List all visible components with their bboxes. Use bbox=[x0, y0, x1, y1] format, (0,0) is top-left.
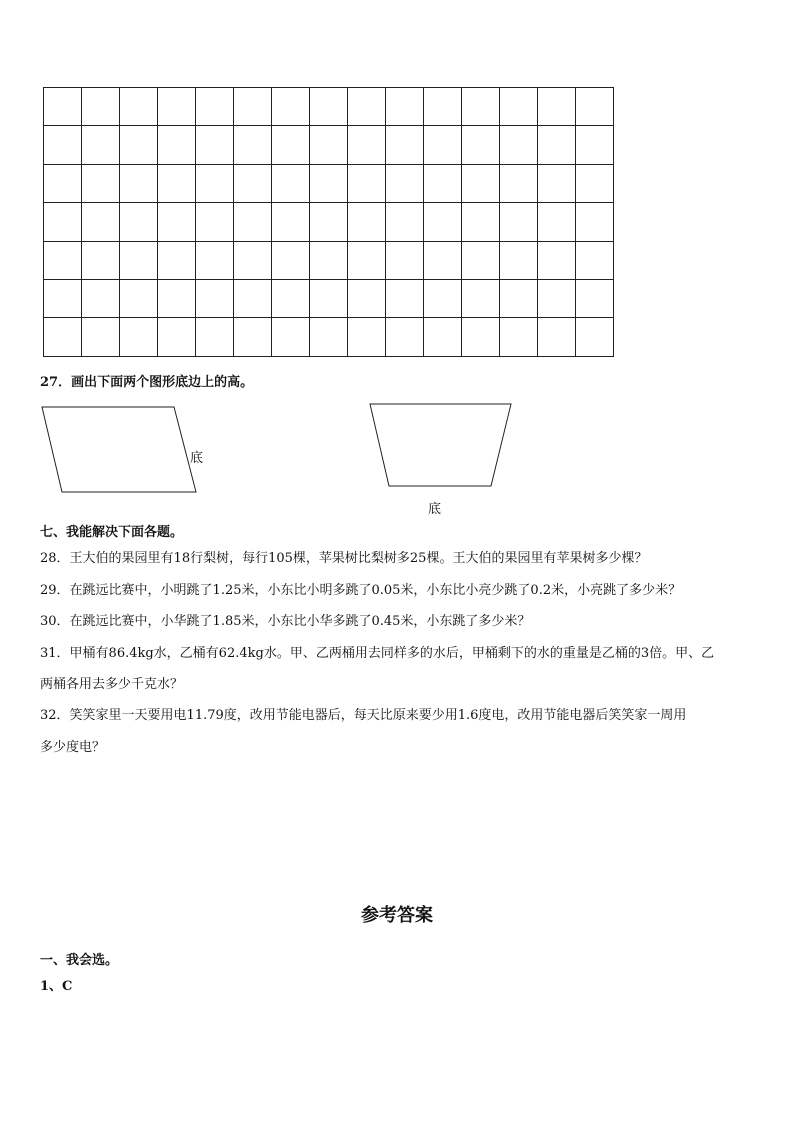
answers-title: 参考答案 bbox=[361, 905, 433, 926]
question-31-line-1: 31．甲桶有86.4kg水，乙桶有62.4kg水。甲、乙两桶用去同样多的水后，甲桶剩下的水的重量是乙桶的3倍。甲、乙 bbox=[40, 646, 715, 661]
grid-cell bbox=[44, 318, 82, 356]
grid-cell bbox=[386, 165, 424, 203]
grid-cell bbox=[538, 165, 576, 203]
question-32-line-1: 32．笑笑家里一天要用电11.79度，改用节能电器后，每天比原来要少用1.6度电，改用节能电器后笑笑家一周用 bbox=[40, 708, 687, 723]
grid-cell bbox=[120, 203, 158, 241]
question-29: 29．在跳远比赛中，小明跳了1.25米，小东比小明多跳了0.05米，小东比小亮少跳了0.2米，小亮跳了多少米？ bbox=[40, 583, 682, 598]
grid-cell bbox=[44, 280, 82, 318]
grid-cell bbox=[196, 242, 234, 280]
grid-cell bbox=[234, 165, 272, 203]
grid-cell bbox=[234, 242, 272, 280]
grid-cell bbox=[348, 88, 386, 126]
grid-cell bbox=[158, 280, 196, 318]
grid-cell bbox=[462, 318, 500, 356]
grid-cell bbox=[500, 318, 538, 356]
question-30: 30．在跳远比赛中，小华跳了1.85米，小东比小华多跳了0.45米，小东跳了多少米？ bbox=[40, 614, 531, 629]
grid-cell bbox=[120, 242, 158, 280]
grid-cell bbox=[576, 165, 614, 203]
grid-cell bbox=[348, 280, 386, 318]
grid-cell bbox=[500, 242, 538, 280]
grid-cell bbox=[82, 280, 120, 318]
grid-cell bbox=[538, 203, 576, 241]
grid-cell bbox=[386, 203, 424, 241]
grid-cell bbox=[120, 318, 158, 356]
drawing-grid bbox=[43, 87, 614, 357]
grid-cell bbox=[462, 88, 500, 126]
question-27-text: 27．画出下面两个图形底边上的高。 bbox=[40, 375, 254, 390]
section-7-heading: 七、我能解决下面各题。 bbox=[40, 525, 184, 540]
grid-cell bbox=[424, 165, 462, 203]
grid-cell bbox=[272, 165, 310, 203]
grid-cell bbox=[196, 88, 234, 126]
grid-cell bbox=[500, 280, 538, 318]
grid-cell bbox=[538, 318, 576, 356]
grid-cell bbox=[196, 126, 234, 164]
grid-cell bbox=[82, 203, 120, 241]
grid-cell bbox=[538, 242, 576, 280]
grid-cell bbox=[82, 165, 120, 203]
grid-cell bbox=[348, 203, 386, 241]
grid-cell bbox=[576, 203, 614, 241]
grid-cell bbox=[576, 242, 614, 280]
grid-cell bbox=[158, 203, 196, 241]
grid-cell bbox=[120, 126, 158, 164]
grid-cell bbox=[424, 126, 462, 164]
grid-cell bbox=[82, 88, 120, 126]
grid-cell bbox=[500, 165, 538, 203]
grid-cell bbox=[576, 280, 614, 318]
answer-1: 1、C bbox=[40, 979, 73, 994]
grid-cell bbox=[500, 88, 538, 126]
grid-cell bbox=[386, 318, 424, 356]
grid-cell bbox=[310, 165, 348, 203]
grid-cell bbox=[538, 280, 576, 318]
grid-cell bbox=[234, 203, 272, 241]
grid-cell bbox=[462, 165, 500, 203]
grid-cell bbox=[44, 126, 82, 164]
grid-cell bbox=[576, 88, 614, 126]
grid-cell bbox=[196, 280, 234, 318]
grid-cell bbox=[196, 318, 234, 356]
grid-cell bbox=[500, 126, 538, 164]
grid-cell bbox=[234, 318, 272, 356]
grid-cell bbox=[576, 318, 614, 356]
grid-cell bbox=[158, 242, 196, 280]
grid-cell bbox=[196, 203, 234, 241]
grid-cell bbox=[120, 165, 158, 203]
grid-cell bbox=[234, 88, 272, 126]
grid-cell bbox=[158, 88, 196, 126]
answers-section-1: 一、我会选。 bbox=[40, 953, 119, 968]
grid-cell bbox=[234, 280, 272, 318]
grid-cell bbox=[424, 242, 462, 280]
grid-cell bbox=[424, 203, 462, 241]
grid-cell bbox=[538, 88, 576, 126]
grid-cell bbox=[272, 88, 310, 126]
grid-cell bbox=[272, 126, 310, 164]
trapezoid-base-label: 底 bbox=[428, 502, 442, 517]
grid-cell bbox=[44, 88, 82, 126]
grid-cell bbox=[424, 318, 462, 356]
parallelogram-base-label: 底 bbox=[190, 451, 204, 466]
grid-cell bbox=[386, 126, 424, 164]
grid-cell bbox=[44, 165, 82, 203]
trapezoid-figure bbox=[367, 401, 515, 489]
grid-cell bbox=[424, 88, 462, 126]
grid-cell bbox=[386, 88, 424, 126]
question-28: 28．王大伯的果园里有18行梨树，每行105棵，苹果树比梨树多25棵。王大伯的果园里有苹果树多少棵？ bbox=[40, 551, 648, 566]
grid-cell bbox=[538, 126, 576, 164]
grid-cell bbox=[386, 280, 424, 318]
grid-cell bbox=[82, 126, 120, 164]
grid-cell bbox=[272, 318, 310, 356]
grid-cell bbox=[310, 126, 348, 164]
grid-cell bbox=[348, 318, 386, 356]
grid-cell bbox=[310, 203, 348, 241]
grid-cell bbox=[44, 203, 82, 241]
grid-cell bbox=[120, 280, 158, 318]
parallelogram-figure bbox=[38, 403, 200, 495]
grid-cell bbox=[424, 280, 462, 318]
grid-cell bbox=[348, 126, 386, 164]
grid-cell bbox=[348, 165, 386, 203]
question-31-line-2: 两桶各用去多少千克水？ bbox=[40, 677, 184, 692]
grid-cell bbox=[120, 88, 158, 126]
grid-cell bbox=[576, 126, 614, 164]
grid-cell bbox=[310, 318, 348, 356]
question-32-line-2: 多少度电？ bbox=[40, 740, 106, 755]
grid-cell bbox=[158, 318, 196, 356]
grid-cell bbox=[310, 88, 348, 126]
grid-cell bbox=[234, 126, 272, 164]
grid-cell bbox=[500, 203, 538, 241]
grid-cell bbox=[196, 165, 234, 203]
grid-cell bbox=[82, 318, 120, 356]
grid-cell bbox=[272, 203, 310, 241]
grid-cell bbox=[462, 126, 500, 164]
grid-cell bbox=[310, 242, 348, 280]
grid-cell bbox=[462, 203, 500, 241]
grid-cell bbox=[348, 242, 386, 280]
grid-cell bbox=[462, 242, 500, 280]
grid-cell bbox=[44, 242, 82, 280]
grid-cell bbox=[158, 165, 196, 203]
grid-cell bbox=[272, 242, 310, 280]
grid-cell bbox=[158, 126, 196, 164]
grid-cell bbox=[310, 280, 348, 318]
grid-cell bbox=[462, 280, 500, 318]
grid-cell bbox=[272, 280, 310, 318]
grid-cell bbox=[82, 242, 120, 280]
grid-cell bbox=[386, 242, 424, 280]
